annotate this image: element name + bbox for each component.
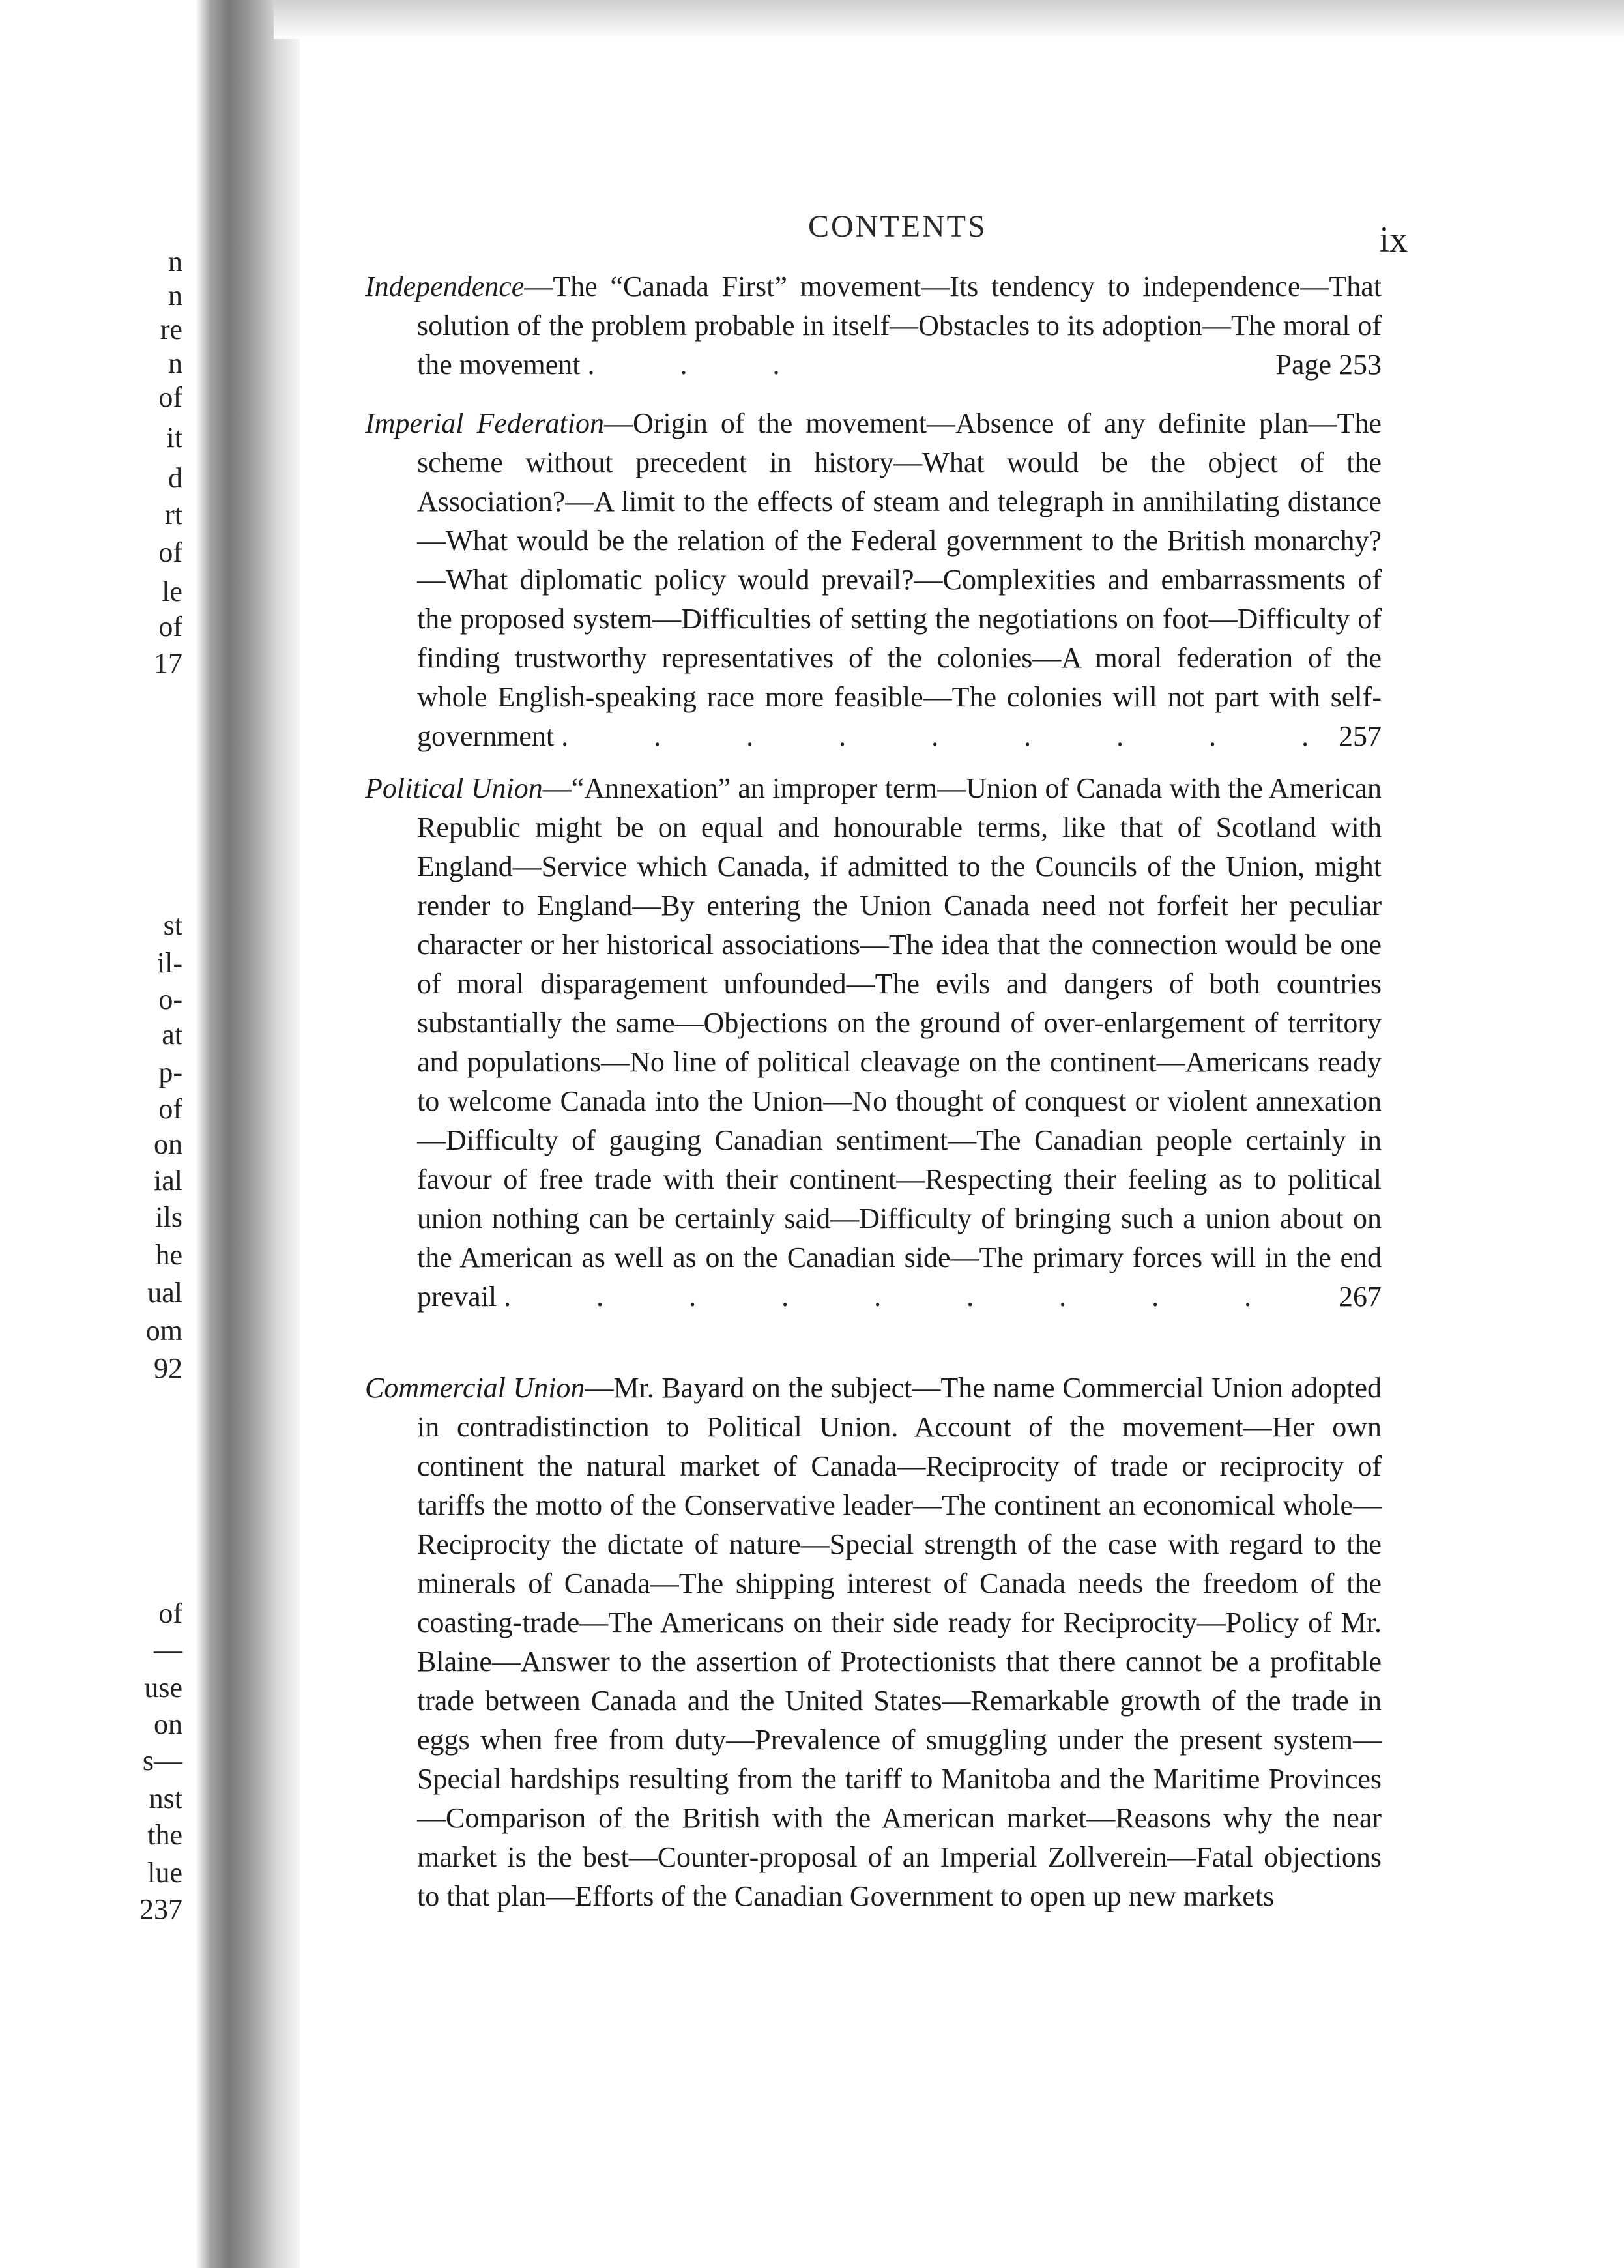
left-page-fragment: on: [154, 1128, 182, 1160]
entry-text: —Origin of the movement—Absence of any definite plan—The scheme without precedent in history—What would be the object of the Association?—A limit to the effects of steam and telegraph in annihilating distance—What would be the relation of the Federal government to the British monarchy?—What diplomatic policy would prevail?—Complexities and embarrassments of the proposed system—Difficulties of setting the negotiations on foot—Difficulty of finding trustworthy representatives of the colonies—A moral federation of the whole English-speaking race more feasible—The colonies will not part with self-government: [417, 407, 1382, 752]
left-page-fragment: n: [168, 280, 182, 312]
left-page-fragment: 17: [154, 647, 182, 679]
contents-entry: [365, 404, 1382, 756]
left-page-fragment: 237: [139, 1893, 182, 1925]
left-page-fragment: —: [154, 1634, 182, 1666]
entry-text: —The “Canada First” movement—Its tendency to independence—That solution of the problem probable in itself—Obstacles to its adoption—The moral of the movement: [417, 270, 1382, 381]
left-page-fragment: the: [147, 1819, 182, 1851]
left-page-fragment: it: [166, 422, 182, 454]
left-page-fragment: of: [158, 536, 182, 568]
contents-entry: [365, 267, 1382, 385]
book-gutter-shadow: [196, 0, 300, 2268]
left-page-fragment: ial: [154, 1165, 182, 1197]
dot-leader: . . .: [587, 349, 819, 381]
left-page-fragment: of: [158, 611, 182, 643]
left-page-fragment: n: [168, 347, 182, 379]
left-page-fragment: st: [163, 909, 182, 941]
left-page-fragment: le: [162, 575, 182, 607]
left-page-fragment: o-: [158, 983, 182, 1015]
left-page-fragment: d: [168, 462, 182, 494]
dot-leader: . . . . . . . . .: [504, 1281, 1291, 1313]
left-page-fragment: lue: [147, 1857, 182, 1889]
left-page-fragment: re: [160, 313, 182, 345]
left-page-fragment: of: [158, 1597, 182, 1629]
contents-entry: [365, 1369, 1382, 1916]
left-page-fragment: ils: [155, 1201, 182, 1233]
entry-title: Imperial Federation: [365, 407, 605, 439]
left-page-fragment: at: [162, 1019, 182, 1051]
entry-title: Commercial Union: [365, 1372, 585, 1404]
entry-text: —Mr. Bayard on the subject—The name Commercial Union adopted in contradistinction to Political Union. Account of the movement—Her own continent the natural market of Canada—Reciprocity of trade or reciprocity of tariffs the motto of the Conservative leader—The continent an economical whole—Reciprocity the dictate of nature—Special strength of the case with regard to the minerals of Canada—The shipping interest of Canada needs the freedom of the coasting-trade—The Americans on their side ready for Reciprocity—Policy of Mr. Blaine—Answer to the assertion of Protectionists that there cannot be a profitable trade between Canada and the United States—Remarkable growth of the trade in eggs when free from duty—Prevalence of smuggling under the present system—Special hardships resulting from the tariff to Manitoba and the Maritime Provinces—Comparison of the British with the American market—Reasons why the near market is the best—Counter-proposal of an Imperial Zollverein—Fatal objections to that plan—Efforts of the Canadian Government to open up new markets: [417, 1372, 1382, 1912]
dot-leader: . . . . . . . . .: [561, 720, 1348, 752]
left-page-fragment: n: [168, 246, 182, 278]
left-page-fragment: rt: [165, 499, 182, 531]
left-page-fragment: s—: [142, 1745, 182, 1777]
left-page-fragment: on: [154, 1708, 182, 1740]
running-head: CONTENTS: [808, 209, 987, 244]
entry-title: Independence: [365, 270, 525, 302]
page-number: ix: [1379, 220, 1408, 260]
left-page-fragment: om: [145, 1315, 182, 1346]
left-page-fragment: use: [144, 1672, 182, 1704]
left-page-fragment: 92: [154, 1352, 182, 1384]
left-page-fragment: of: [158, 1093, 182, 1125]
entry-text: —“Annexation” an improper term—Union of Canada with the American Republic might be on equal and honourable terms, like that of Scotland with England—Service which Canada, if admitted to the Councils of the Union, might render to England—By entering the Union Canada need not forfeit her peculiar character or her historical associations—The idea that the connection would be one of moral disparagement unfounded—The evils and dangers of both countries substantially the same—Objections on the ground of over-enlargement of territory and populations—No line of political cleavage on the continent—Americans ready to welcome Canada into the Union—No thought of conquest or violent annexation—Difficulty of gauging Canadian sentiment—The Canadian people certainly in favour of free trade with their continent—Respecting their feeling as to political union nothing can be certainly said—Difficulty of bringing such a union about on the American as well as on the Canadian side—The primary forces will in the end prevail: [417, 772, 1382, 1313]
left-page-fragment: il-: [156, 947, 182, 979]
entry-page-ref: 267: [1339, 1281, 1382, 1313]
left-page-fragment: he: [155, 1239, 182, 1271]
page-top-edge: [274, 0, 1624, 39]
contents-page: [365, 196, 1408, 2020]
entry-page-ref: 257: [1339, 720, 1382, 752]
entry-title: Political Union: [365, 772, 543, 804]
entry-page-ref: Page 253: [1275, 349, 1382, 381]
contents-entry: [365, 769, 1382, 1316]
left-page-fragment: p-: [158, 1056, 182, 1088]
left-page-fragment: ual: [147, 1277, 182, 1309]
left-page-fragment: nst: [149, 1782, 182, 1814]
left-page-fragment: of: [158, 381, 182, 413]
left-page-edge: [0, 0, 209, 2268]
